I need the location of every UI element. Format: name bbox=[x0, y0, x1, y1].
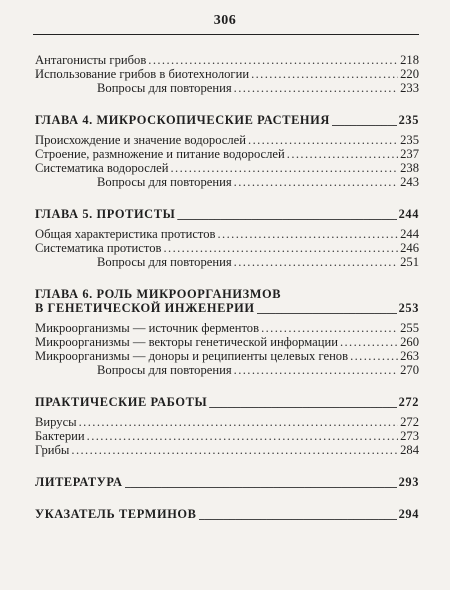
rule-leader bbox=[199, 507, 397, 521]
toc-entry-title: Происхождение и значение водорослей bbox=[35, 133, 247, 147]
toc-entry bbox=[35, 321, 419, 335]
dot-leader bbox=[234, 81, 398, 95]
page-number: 306 bbox=[213, 13, 237, 28]
section-heading bbox=[35, 395, 419, 409]
toc-entry bbox=[35, 161, 419, 175]
section-heading bbox=[35, 475, 419, 489]
section-page: 293 bbox=[398, 475, 419, 489]
toc-entry-page: 237 bbox=[400, 147, 419, 161]
rule-leader bbox=[257, 301, 397, 315]
toc-entry bbox=[35, 67, 419, 81]
toc-entry-title: Антагонисты грибов bbox=[35, 53, 147, 67]
toc-entry-title: Микроорганизмы — доноры и реципиенты целевых генов bbox=[35, 349, 349, 363]
chapter-title: ГЛАВА 4. МИКРОСКОПИЧЕСКИЕ РАСТЕНИЯ bbox=[35, 113, 330, 127]
chapter-title-line1: ГЛАВА 6. РОЛЬ МИКРООРГАНИЗМОВ bbox=[35, 287, 282, 301]
toc-entry-page: 270 bbox=[400, 363, 419, 377]
toc-entry-page: 238 bbox=[400, 161, 419, 175]
toc-entry-page: 284 bbox=[400, 443, 419, 457]
toc-entry-title: Вопросы для повторения bbox=[97, 175, 232, 189]
dot-leader bbox=[87, 429, 398, 443]
toc-entry-questions bbox=[35, 363, 419, 377]
chapter-heading bbox=[35, 207, 419, 221]
toc-entry-page: 273 bbox=[400, 429, 419, 443]
chapter-heading bbox=[35, 287, 419, 315]
dot-leader bbox=[248, 133, 398, 147]
dot-leader bbox=[234, 175, 398, 189]
toc-entry-title: Микроорганизмы — векторы генетической информации bbox=[35, 335, 338, 349]
dot-leader bbox=[234, 255, 398, 269]
toc-entry-title: Систематика водорослей bbox=[35, 161, 169, 175]
toc-entry-page: 220 bbox=[400, 67, 419, 81]
dot-leader bbox=[171, 161, 399, 175]
section-title: ПРАКТИЧЕСКИЕ РАБОТЫ bbox=[35, 395, 208, 409]
toc-entry bbox=[35, 429, 419, 443]
dot-leader bbox=[234, 363, 398, 377]
dot-leader bbox=[218, 227, 399, 241]
section-title: УКАЗАТЕЛЬ ТЕРМИНОВ bbox=[35, 507, 197, 521]
toc-entry bbox=[35, 147, 419, 161]
section-page: 272 bbox=[398, 395, 419, 409]
toc-entry bbox=[35, 133, 419, 147]
toc-entry-title: Микроорганизмы — источник ферментов bbox=[35, 321, 260, 335]
toc-entry-page: 272 bbox=[400, 415, 419, 429]
rule-leader bbox=[332, 113, 397, 127]
chapter-heading bbox=[35, 113, 419, 127]
toc-entry-questions bbox=[35, 175, 419, 189]
toc-entry bbox=[35, 53, 419, 67]
toc-entry bbox=[35, 241, 419, 255]
toc-entry-page: 233 bbox=[400, 81, 419, 95]
toc-entry bbox=[35, 227, 419, 241]
section-page: 294 bbox=[398, 507, 419, 521]
toc-entry bbox=[35, 415, 419, 429]
section-title: ЛИТЕРАТУРА bbox=[35, 475, 123, 489]
chapter-page: 253 bbox=[398, 301, 419, 315]
chapter-title-line2: В ГЕНЕТИЧЕСКОЙ ИНЖЕНЕРИИ bbox=[35, 301, 255, 315]
dot-leader bbox=[261, 321, 398, 335]
toc-entry-title: Вопросы для повторения bbox=[97, 363, 232, 377]
toc-entry-page: 244 bbox=[400, 227, 419, 241]
toc-entry-title: Бактерии bbox=[35, 429, 85, 443]
toc-entry-questions bbox=[35, 81, 419, 95]
dot-leader bbox=[163, 241, 398, 255]
toc-entry-page: 263 bbox=[400, 349, 419, 363]
toc-entry-title: Вопросы для повторения bbox=[97, 255, 232, 269]
chapter-title: ГЛАВА 5. ПРОТИСТЫ bbox=[35, 207, 176, 221]
toc-entry-page: 255 bbox=[400, 321, 419, 335]
toc-entry bbox=[35, 335, 419, 349]
toc-entry-title: Вирусы bbox=[35, 415, 77, 429]
toc-entry-title: Строение, размножение и питание водорослей bbox=[35, 147, 285, 161]
toc-entry-page: 251 bbox=[400, 255, 419, 269]
dot-leader bbox=[350, 349, 398, 363]
dot-leader bbox=[340, 335, 398, 349]
toc-entry-questions bbox=[35, 255, 419, 269]
section-heading bbox=[35, 507, 419, 521]
chapter-page: 244 bbox=[398, 207, 419, 221]
toc-entry-title: Использование грибов в биотехнологии bbox=[35, 67, 250, 81]
dot-leader bbox=[251, 67, 398, 81]
toc-entry-title: Общая характеристика протистов bbox=[35, 227, 216, 241]
rule-leader bbox=[209, 395, 396, 409]
toc-entry bbox=[35, 443, 419, 457]
toc-entry-page: 246 bbox=[400, 241, 419, 255]
table-of-contents bbox=[35, 53, 419, 521]
dot-leader bbox=[148, 53, 398, 67]
toc-entry-page: 260 bbox=[400, 335, 419, 349]
toc-entry-page: 243 bbox=[400, 175, 419, 189]
rule-leader bbox=[125, 475, 397, 489]
toc-entry-title: Вопросы для повторения bbox=[97, 81, 232, 95]
dot-leader bbox=[71, 443, 398, 457]
toc-entry-page: 218 bbox=[400, 53, 419, 67]
toc-entry bbox=[35, 349, 419, 363]
dot-leader bbox=[287, 147, 398, 161]
chapter-page: 235 bbox=[398, 113, 419, 127]
rule-leader bbox=[177, 207, 396, 221]
header-rule bbox=[33, 34, 419, 35]
toc-entry-page: 235 bbox=[400, 133, 419, 147]
dot-leader bbox=[79, 415, 398, 429]
toc-entry-title: Грибы bbox=[35, 443, 70, 457]
toc-entry-title: Систематика протистов bbox=[35, 241, 162, 255]
